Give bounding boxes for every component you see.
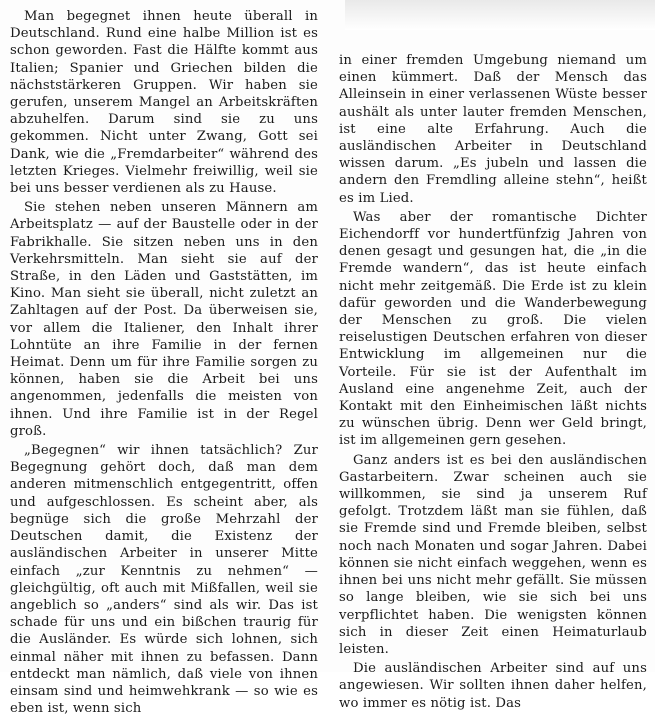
left-column xyxy=(10,8,318,717)
paragraph: Die ausländischen Arbeiter sind auf uns angewiesen. Wir sollten ihnen daher helfen, wo immer es nötig ist. Das xyxy=(339,661,647,711)
paragraph: Man begegnet ihnen heute überall in Deutschland. Rund eine halbe Million ist es schon geworden. Fast die Hälfte kommt aus Italien; Spanier und Griechen bilden die nächststärkeren Gruppen. Wir haben sie gerufen, unserem Mangel an Arbeitskräften abzuhelfen. Darum sind sie zu uns gekommen. Nicht unter Zwang, Gott sei Dank, wie die „Fremdarbeiter“ während des letzten Krieges. Vielmehr freiwillig, weil sie bei uns besser verdienen als zu Hause. xyxy=(10,9,318,197)
paragraph: „Begegnen“ wir ihnen tatsächlich? Zur Begegnung gehört doch, daß man dem anderen mitmenschlich entgegentritt, offen und aufgeschlossen. Es scheint aber, als begnüge sich die große Mehrzahl der Deutschen damit, die Existenz der ausländischen Arbeiter in unserer Mitte einfach „zur Kenntnis zu nehmen“ — gleichgültig, oft auch mit Mißfallen, weil sie angeblich so „anders“ sind als wir. Das ist schade für uns und ein bißchen traurig für die Ausländer. Es würde sich lohnen, sich einmal näher mit ihnen zu befassen. Dann entdeckt man nämlich, daß viele von ihnen einsam sind und heimwehkrank — so wie es eben ist, wenn sich xyxy=(10,443,318,717)
paragraph: Sie stehen neben unseren Männern am Arbeitsplatz — auf der Baustelle oder in der Fabrikhalle. Sie sitzen neben uns in den Verkehrsmitteln. Man sieht sie auf der Straße, in den Läden und Gaststätten, im Kino. Man sieht sie überall, nicht zuletzt an Zahltagen auf der Post. Da überweisen sie, vor allem die Italiener, den Inhalt ihrer Lohntüte an ihre Familie in der fernen Heimat. Denn um für ihre Familie sorgen zu können, haben sie die Arbeit bei uns angenommen, jedenfalls die meisten von ihnen. Und ihre Familie ist in der Regel groß. xyxy=(10,200,318,439)
scan-shadow xyxy=(345,0,655,30)
paragraph: Was aber der romantische Dichter Eichendorff vor hundertfünfzig Jahren von denen gesagt und gesungen hat, die „in die Fremde wandern“, das ist heute einfach nicht mehr zeitgemäß. Die Erde ist zu klein dafür geworden und die Wanderbewegung der Menschen zu groß. Die vielen reiselustigen Deutschen erfahren von dieser Entwicklung im allgemeinen nur die Vorteile. Für sie ist der Aufenthalt im Ausland eine angenehme Zeit, auch der Kontakt mit den Einheimischen läßt nichts zu wünschen übrig. Denn wer Geld bringt, ist im allgemeinen gern gesehen. xyxy=(339,209,647,449)
paragraph: in einer fremden Umgebung niemand um einen kümmert. Daß der Mensch das Alleinsein in einer verlassenen Wüste besser aushält als unter lauter fremden Menschen, ist eine alte Erfahrung. Auch die ausländischen Arbeiter in Deutschland wissen darum. „Es jubeln und lassen die andern den Fremdling alleine stehn“, heißt es im Lied. xyxy=(339,53,647,206)
paragraph: Ganz anders ist es bei den ausländischen Gastarbeitern. Zwar scheinen auch sie willkommen, sie sind ja unserem Ruf gefolgt. Trotzdem läßt man sie fühlen, daß sie Fremde sind und Fremde bleiben, selbst noch nach Monaten und sogar Jahren. Dabei können sie nicht einfach weggehen, wenn es ihnen bei uns nicht mehr gefällt. Sie müssen so lange bleiben, wie sie sich bei uns verpflichtet haben. Die wenigsten können sich in dieser Zeit einen Heimaturlaub leisten. xyxy=(339,452,647,657)
right-column xyxy=(339,52,647,712)
